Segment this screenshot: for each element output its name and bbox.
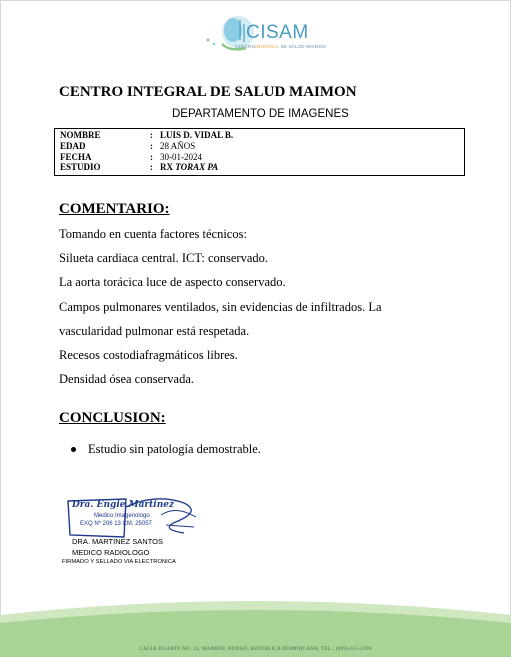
logo-subtitle: CENTROINTEGRAL DE SALUD MAIMON [235,44,326,49]
info-label: FECHA [60,151,92,162]
stamp-exequatur: EXQ Nº 206 13 CM. 25057 [80,521,152,527]
clinic-title: CENTRO INTEGRAL DE SALUD MAIMON [59,84,357,100]
footer-address: CALLE DUARTE NO. 13, MAIMÓN, BONAO, REPUBLICA DOMINICANA, TEL.: (809)-551-2196 [139,646,372,652]
comment-line: Recesos costodiafragmáticos libres. [59,348,238,363]
stamp-name: Dra. Engie Martinez [72,500,175,510]
doctor-name: DRA. MARTINEZ SANTOS [72,537,163,546]
info-value: 28 AÑOS [160,140,196,151]
info-value: LUIS D. VIDAL B. [160,130,234,140]
info-colon: : [150,162,153,173]
patient-row-date [60,152,464,163]
comment-line: Silueta cardiaca central. ICT: conservado. [59,251,269,266]
comment-body [59,222,479,391]
conclusion-text: Estudio sin patología demostrable. [88,442,261,456]
comment-line: Tomando en cuenta factores técnicos: [59,227,247,241]
bullet-icon [71,447,76,452]
conclusion-item [71,442,261,457]
info-colon: : [150,130,153,140]
patient-info-box [54,128,465,176]
signed-note: FIRMADO Y SELLADO VIA ELECTRONICA [62,559,176,565]
info-value: RX TORAX PA [160,162,219,173]
info-label: ESTUDIO [60,162,101,173]
conclusion-list [71,442,261,457]
info-colon: : [150,151,153,162]
info-value: 30-01-2024 [160,151,202,162]
doctor-signature-block [72,537,163,558]
comment-line: Densidad ósea conservada. [59,372,195,387]
logo-name: CISAM [246,22,309,43]
doctor-title: MEDICO RADIOLOGO [72,547,150,557]
department-title: DEPARTAMENTO DE IMAGENES [172,108,349,120]
info-label: EDAD [60,140,86,151]
comment-line: La aorta torácica luce de aspecto conservado. [59,275,286,290]
stamp-role: Medico Imagenologo [94,513,150,519]
info-label: NOMBRE [60,130,101,140]
comment-line: Campos pulmonares ventilados, sin evidencias de infiltrados. La [59,299,382,314]
info-colon: : [150,140,153,151]
comment-heading: COMENTARIO: [59,201,170,217]
patient-row-age [60,141,464,152]
patient-row-name [60,130,464,141]
comment-line: vascularidad pulmonar está respetada. [59,323,250,338]
patient-row-study [60,162,464,173]
conclusion-heading: CONCLUSION: [59,410,166,426]
